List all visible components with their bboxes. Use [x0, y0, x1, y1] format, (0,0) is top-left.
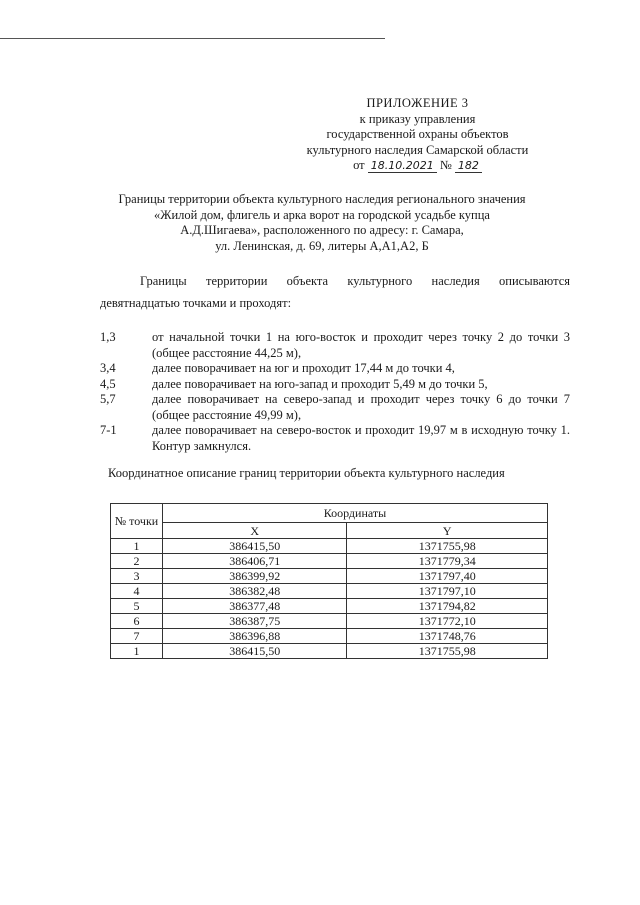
appendix-line-1: к приказу управления	[359, 111, 476, 126]
cell-point: 5	[111, 599, 163, 614]
segment-item	[100, 423, 570, 454]
cell-x: 386396,88	[162, 629, 347, 644]
intro-line-2: девятнадцатью точками и проходят:	[100, 296, 292, 310]
appendix-block	[285, 96, 550, 174]
cell-x: 386406,71	[162, 554, 347, 569]
intro-paragraph	[100, 270, 570, 314]
handwritten-number: 182	[455, 159, 482, 173]
table-row	[111, 569, 548, 584]
table-row	[111, 614, 548, 629]
segment-points: 1,3	[100, 330, 116, 344]
header-coordinates: Координаты	[162, 504, 547, 523]
number-label: №	[439, 158, 452, 172]
appendix-line-3: культурного наследия Самарской области	[306, 142, 529, 157]
cell-y: 1371797,10	[347, 584, 548, 599]
table-row	[111, 599, 548, 614]
cell-point: 1	[111, 539, 163, 554]
cell-x: 386399,92	[162, 569, 347, 584]
segment-points: 5,7	[100, 392, 116, 406]
cell-x: 386377,48	[162, 599, 347, 614]
coordinates-title: Координатное описание границ территории объекта культурного наследия	[108, 466, 505, 480]
cell-y: 1371794,82	[347, 599, 548, 614]
from-label: от	[353, 158, 365, 172]
segment-points: 3,4	[100, 361, 116, 375]
intro-line-1: Границы территории объекта культурного наследия описываются	[140, 274, 570, 288]
cell-x: 386415,50	[162, 644, 347, 659]
boundary-segments-list	[100, 330, 570, 454]
table-header-row	[111, 523, 548, 539]
cell-y: 1371797,40	[347, 569, 548, 584]
header-y: Y	[347, 523, 548, 539]
segment-text: далее поворачивает на северо-запад и проходит через точку 6 до точки 7 (общее расстояние 49,99 м),	[152, 392, 570, 422]
cell-x: 386387,75	[162, 614, 347, 629]
cell-y: 1371748,76	[347, 629, 548, 644]
segment-item	[100, 330, 570, 361]
cell-point: 1	[111, 644, 163, 659]
cell-y: 1371772,10	[347, 614, 548, 629]
handwritten-date: 18.10.2021	[368, 159, 437, 173]
table-row	[111, 554, 548, 569]
appendix-title: ПРИЛОЖЕНИЕ 3	[366, 96, 469, 110]
table-row	[111, 629, 548, 644]
segment-text: далее поворачивает на северо-восток и проходит 19,97 м в исходную точку 1. Контур замкнулся.	[152, 423, 570, 453]
heading-line-4: ул. Ленинская, д. 69, литеры А,А1,А2, Б	[215, 238, 429, 253]
table-row	[111, 539, 548, 554]
header-point-number: № точки	[111, 504, 163, 539]
heading-line-1: Границы территории объекта культурного наследия регионального значения	[118, 192, 526, 206]
cell-point: 7	[111, 629, 163, 644]
cell-point: 3	[111, 569, 163, 584]
table-row	[111, 584, 548, 599]
segment-item	[100, 377, 570, 393]
cell-y: 1371755,98	[347, 539, 548, 554]
segment-text: далее поворачивает на юг и проходит 17,44 м до точки 4,	[152, 361, 455, 375]
coordinates-table	[110, 503, 548, 659]
top-rule-line	[0, 38, 385, 39]
cell-point: 6	[111, 614, 163, 629]
cell-point: 2	[111, 554, 163, 569]
table-row	[111, 644, 548, 659]
segment-item	[100, 392, 570, 423]
segment-text: далее поворачивает на юго-запад и проходит 5,49 м до точки 5,	[152, 376, 488, 391]
cell-x: 386415,50	[162, 539, 347, 554]
cell-y: 1371755,98	[347, 644, 548, 659]
segment-points: 7-1	[100, 423, 117, 437]
document-heading	[92, 192, 552, 254]
header-x: X	[162, 523, 347, 539]
heading-line-3: А.Д.Шигаева», расположенного по адресу: г. Самара,	[180, 223, 464, 237]
segment-text: от начальной точки 1 на юго-восток и проходит через точку 2 до точки 3 (общее расстояние 44,25 м),	[152, 330, 570, 360]
cell-y: 1371779,34	[347, 554, 548, 569]
heading-line-2: «Жилой дом, флигель и арка ворот на городской усадьбе купца	[154, 207, 490, 222]
segment-item	[100, 361, 570, 377]
segment-points: 4,5	[100, 376, 116, 391]
cell-point: 4	[111, 584, 163, 599]
appendix-line-2: государственной охраны объектов	[326, 127, 509, 141]
cell-x: 386382,48	[162, 584, 347, 599]
appendix-date-line	[285, 158, 550, 174]
table-header-row	[111, 504, 548, 523]
